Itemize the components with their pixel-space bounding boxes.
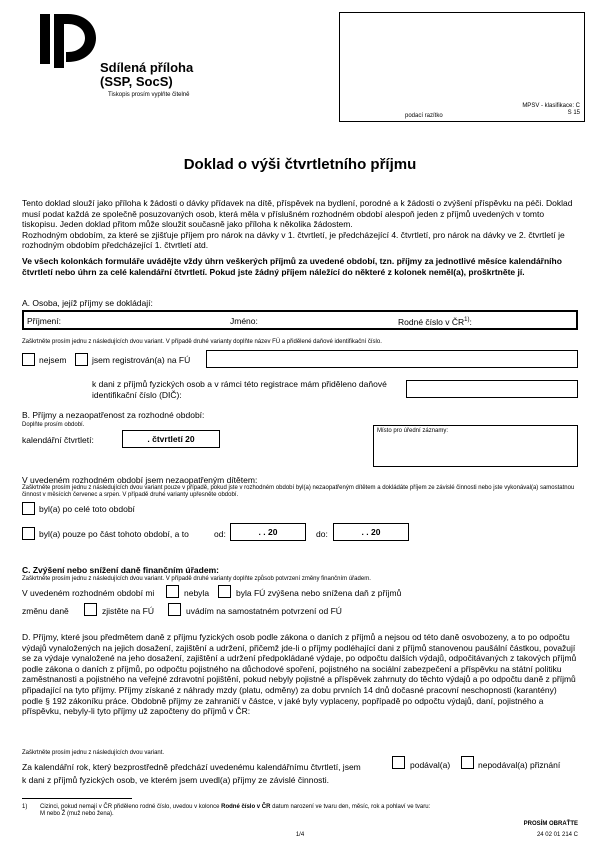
turn-over-note: PROSÍM OBRAŤTE [523,821,578,827]
return-filed-checkbox[interactable] [392,756,405,769]
return-filed-label: podával(a) [410,760,451,770]
return-not-filed-label: nepodával(a) přiznání [478,760,561,770]
separate-confirmation-checkbox[interactable] [168,603,181,616]
footnote-mark: 1) [22,804,28,810]
return-not-filed-checkbox[interactable] [461,756,474,769]
separate-confirmation-label: uvádím na samostatném potvrzení od FÚ [186,606,342,616]
tax-changed-checkbox[interactable] [218,585,231,598]
section-d-instruction: Zaškrtněte prosím jednu z následujících dvou variant. [22,750,165,756]
section-a-heading: A. Osoba, jejíž příjmy se dokládají: [22,298,153,308]
from-date-input[interactable]: . . 20 [230,523,306,541]
stamp-label: podací razítko [405,113,443,119]
to-date-input[interactable]: . . 20 [333,523,409,541]
section-c-instruction: Zaškrtněte prosím jednu z následujících dvou variant. V případě druhé varianty doplňte způsob potvrzení změny finančním úřadem. [22,576,371,582]
dependent-whole-label: byl(a) po celé toto období [39,504,135,514]
dependent-part-label: byl(a) pouze po část tohoto období, a to [39,529,189,539]
found-at-office-label: zjistěte na FÚ [102,606,154,616]
footnote-text: Cizinci, pokud nemají v ČR přiděleno rodné číslo, uvedou v kolonce Rodné číslo v ČR datum narození ve tvaru den, měsíc, rok a pohlaví ve tvaru: M nebo Ž (muž nebo žena). [40,804,431,817]
tax-changed-label: byla FÚ zvýšena nebo snížena daň z příjmů [236,588,402,598]
identity-box [22,310,578,330]
dependent-heading: V uvedeném rozhodném období jsem nezaopatřeným dítětem: [22,475,258,485]
tax-return-text-line2: k dani z příjmů fyzických osob, ve kterém jsem uvedl(a) příjmy ze závislé činnosti. [22,775,330,785]
name-field[interactable]: Jméno: [230,316,258,326]
tax-not-changed-checkbox[interactable] [166,585,179,598]
form-title: Sdílená příloha (SSP, SocS) [100,60,194,89]
section-b-heading: B. Příjmy a nezaopatřenost za rozhodné období: [22,410,205,420]
quarter-label: kalendářní čtvrtletí: [22,435,94,445]
section-c-heading: C. Zvýšení nebo snížení daně finančním úřadem: [22,565,219,575]
dependent-part-checkbox[interactable] [22,527,35,540]
form-code: 24 02 01 214 C [536,832,578,838]
found-at-office-checkbox[interactable] [84,603,97,616]
intro-text: Tento doklad slouží jako příloha k žádosti o dávky přídavek na dítě, příspěvek na bydlení, porodné a k žádosti o zvýšení příspěvku na péči. Doklad musí podat každá ze společně posuzovaných osob, která měla v příslušném rozhodném období alespoň jeden z příjmů uvedených v tomto tiskopisu. Jeden doklad přitom může sloužit současně jako příloha k několika žádostem. Rozhodným obdobím, za které se zjišťuje příjem pro nárok na dávky v 1. čtvrtletí, je předcházející 4. čtvrtletí, pro nárok na dávky ve 2. čtvrtletí je rozhodným obdobím předcházející 1. čtvrtletí atd. Ve všech kolonkách formuláře uvádějte vždy úhrn veškerých příjmů za uvedené období, tzn. příjmy za jednotlivé měsíce kalendářního čtvrtletí nebo úhrn za celé kalendářní čtvrtletí. Pokud jste žádný příjem náležící do některé z kolonek neměl(a), proškrtněte jí. [22,198,573,277]
birth-number-field[interactable]: Rodné číslo v ČR$^{1)}$: [398,316,472,327]
period-note: Doplňte prosím období. [22,422,85,428]
section-d-text: D. Příjmy, které jsou předmětem daně z příjmu fyzických osob podle zákona o daních z příjmů a nejsou od této daně osvobozeny, a to po odpočtu výdajů vynaložených na jejich dosažení, zajištění a udržení, přičemž jde-li o příjmy podléhající dani z příjmů stanovenou paušální částkou, považují se za výdaje vynaložené na jeho dosažení, zajištění a udržení předpokládané výdaje, po odpočtu dalších výdajů, odpočitávaných z takových příjmů podle zákona o daních z příjmů, po odpočtu pojistného na důchodové spoření, pojistného na sociální zabezpečení a příspěvku na státní politiku zaměstnanosti a pojistného na veřejné zdravotní pojištění, pokud nebyly pojistné a příspěvek zahrnuty do těchto výdajů a po odpočtu daně z příjmů připadající na tyto příjmy. Příjmy získané z náhrady mzdy (platu, odměny) za dobu prvních 14 dnů dočasné pracovní neschopnosti (karantény) podle § 192 zákoníku práce. Obdobně příjmy ze zahraničí v částce, v jaké byly vyplaceny, popřípadě po odpočtu výdajů, daní, pojistného a příspěvku, nebyly-li tyto příjmy už započteny do příjmů v ČR: [22,632,577,717]
tax-change-text: V uvedeném rozhodném období mi [22,588,155,598]
section-a-instruction: Zaškrtněte prosím jednu z následujících dvou variant. V případě druhé varianty doplňte název FÚ a přidělené daňové identifikační číslo. [22,339,382,345]
from-label: od: [214,529,226,539]
quarter-input[interactable]: . čtvrtletí 20 [122,430,220,448]
tax-change-confirm-label: změnu daně [22,606,69,616]
page-number: 1/4 [295,832,305,838]
registered-label: jsem registrován(a) na FÚ [92,355,191,365]
surname-field[interactable]: Příjmení: [27,316,62,326]
tax-office-input[interactable] [206,350,578,368]
dependent-whole-checkbox[interactable] [22,502,35,515]
fill-instruction: Tiskopis prosím vyplňte čitelně [108,92,190,98]
not-registered-checkbox[interactable] [22,353,35,366]
dependent-instruction: Zaškrtněte prosím jednu z následujících dvou variant pouze v případě, pokud jste v rozhodném období byl(a) nezaopatřeným dítětem a dokládáte příjem ze závislé činnosti nebo jste vykonával(a) samostatnou činnost v měsících červenec a srpen. V případě druhé varianty upřesněte období. [22,485,575,498]
mpsv-logo-icon [38,12,98,70]
classification: MPSV - klasifikace: C S 15 [522,103,580,116]
to-label: do: [316,529,328,539]
page-title: Doklad o výši čtvrtletního příjmu [183,156,417,173]
not-registered-label: nejsem [39,355,67,365]
footnote-divider [22,798,132,799]
registered-checkbox[interactable] [75,353,88,366]
tax-return-text-line1: Za kalendářní rok, který bezprostředně předchází uvedenému kalendářnímu čtvrtletí, jsem [22,762,361,772]
tax-not-changed-label: nebyla [184,588,210,598]
dic-text: k dani z příjmů fyzických osob a v rámci této registrace mám přiděleno daňové identifikační číslo (DIČ): [92,379,387,400]
dic-input[interactable] [406,380,578,398]
office-notes-label: Místo pro úřední záznamy: [377,428,449,434]
